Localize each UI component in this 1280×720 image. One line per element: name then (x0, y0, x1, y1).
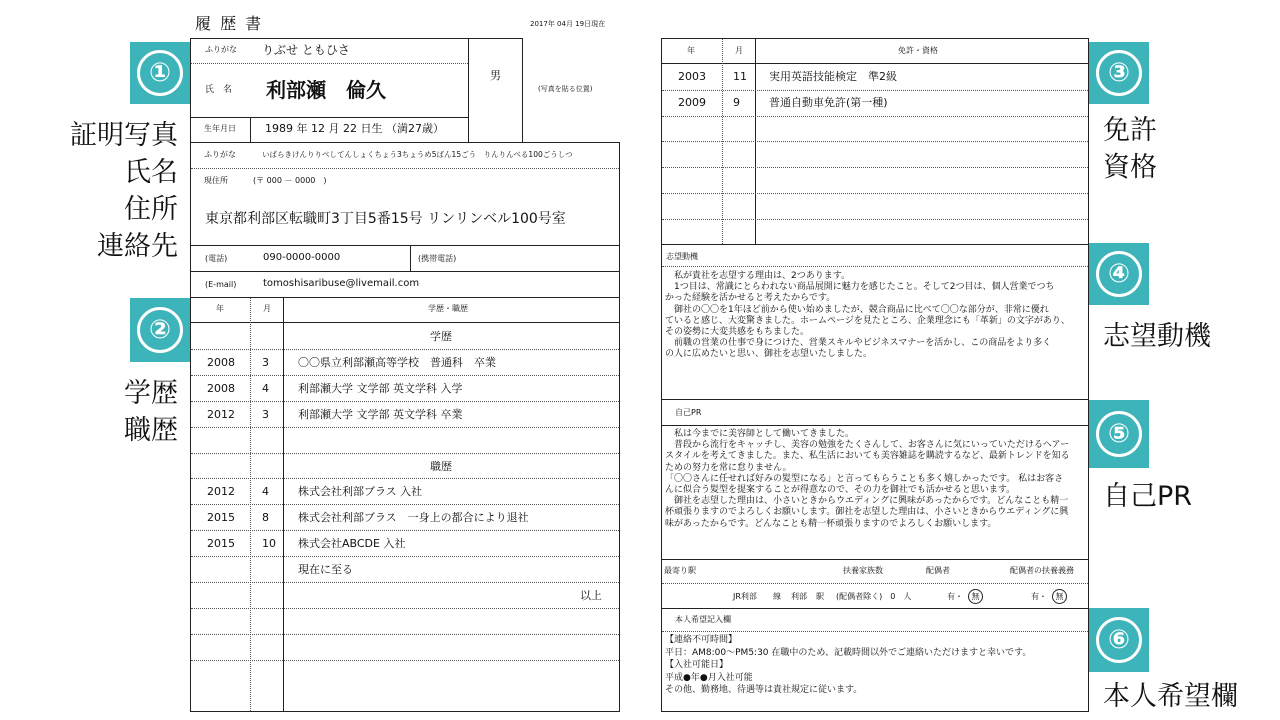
spouse-selected: 無 (968, 589, 983, 604)
row-year: 2015 (207, 511, 235, 525)
text-line: の人に広めたいと思い、御社を志望いたしました。 (665, 349, 873, 360)
history-col-content: 学歴・職歴 (428, 304, 468, 313)
row-divider (191, 660, 619, 661)
badge-6: ⑥ (1089, 608, 1149, 672)
license-content: 実用英語技能検定 準2級 (769, 70, 897, 83)
phone-value: 090-0000-0000 (263, 252, 341, 263)
row-content: 以上 (580, 589, 602, 602)
wish-label: 本人希望記入欄 (675, 615, 731, 624)
text-line: その他、勤務地、待遇等は貴社規定に従います。 (665, 685, 863, 695)
badge-3: ③ (1089, 42, 1149, 104)
text-line: 御社を志望した理由は、小さいときからウエディングに興味があったからです。どんなことも精一 (665, 496, 1069, 507)
text-line: 御社の〇〇を1年ほど前から使い始めましたが、競合商品に比べて〇〇な部分が、非常に優れ (665, 304, 1049, 315)
text-line: 杯頑張りますのでよろしくお願いします。御社を志望した理由は、小さいときからウエディングに興 (665, 507, 1069, 518)
row-year: 2012 (207, 485, 235, 499)
dependents-label: 扶養家族数 (843, 566, 883, 575)
station-name: 利部 (791, 592, 807, 601)
text-line: 平日：AM8:00～PM5:30 在職中のため、記載時間以外でご連絡いただけますと幸いです。 (665, 647, 1032, 658)
address-value: 東京都利部区転職町3丁目5番15号 リンリンベル100号室 (205, 211, 566, 227)
row-divider (662, 193, 1088, 194)
station-label: 最寄り駅 (664, 566, 696, 575)
text-line: かった経験を活かせると考えたからです。 (665, 293, 836, 304)
row-content: 株式会社ABCDE 入社 (298, 537, 406, 551)
birth-label: 生年月日 (204, 124, 236, 133)
text-line: 味があったからです。どんなことも精一杯頑張りますのでよろしくお願いします。 (665, 518, 997, 529)
license-month: 9 (733, 95, 740, 109)
name-value: 利部瀬 倫久 (266, 78, 386, 102)
duty-option: 有・ (1031, 592, 1047, 601)
license-content: 普通自動車免許(第一種) (769, 95, 888, 109)
address-label: 現住所 (204, 176, 228, 185)
row-year: 2015 (207, 537, 235, 551)
spouse-option: 有・ (947, 592, 963, 601)
postal-code: (〒 000 － 0000 ) (253, 176, 327, 185)
side-label-4: 志望動機 (1103, 321, 1211, 352)
row-divider (191, 634, 619, 635)
license-month: 11 (733, 70, 747, 83)
text-line: 私が貴社を志望する理由は、2つあります。 (665, 271, 851, 281)
badge-1: ① (130, 42, 190, 104)
motivation-label: 志望動機 (666, 252, 698, 261)
phone-label: (電話) (205, 254, 228, 263)
history-col-month: 月 (263, 304, 271, 313)
row-divider (191, 349, 619, 350)
pr-text (665, 429, 1070, 530)
wish-text (665, 634, 1031, 697)
line-suffix: 線 (773, 592, 781, 601)
row-divider (662, 141, 1088, 142)
row-divider (191, 401, 619, 402)
row-year: 2012 (207, 407, 235, 421)
text-line: 私は今までに美容師として働いてきました。 (665, 429, 855, 439)
pr-label: 自己PR (675, 408, 702, 417)
side-label-3: 免許 資格 (1103, 115, 1157, 183)
row-year: 2008 (207, 355, 235, 369)
badge-2: ② (130, 298, 190, 362)
dependents-value: (配偶者除く) 0 人 (836, 592, 912, 601)
row-month: 4 (262, 381, 269, 395)
gender-value: 男 (490, 69, 501, 82)
row-divider (191, 478, 619, 479)
badge-5: ⑤ (1089, 400, 1149, 468)
spouse-duty-label: 配偶者の扶養義務 (1010, 566, 1074, 575)
resume-title: 履 歴 書 (195, 14, 264, 33)
license-col-month: 月 (735, 46, 743, 55)
row-divider (191, 556, 619, 557)
row-year: 2008 (207, 381, 235, 395)
row-divider (191, 608, 619, 609)
row-content: 株式会社利部ブラス 入社 (298, 485, 423, 499)
motivation-text (665, 271, 1070, 361)
row-month: 3 (262, 355, 269, 369)
license-year: 2009 (678, 95, 706, 109)
row-divider (662, 167, 1088, 168)
side-label-5: 自己PR (1103, 481, 1193, 512)
row-content: 利部瀬大学 文学部 英文学科 入学 (298, 381, 463, 395)
addr-furigana-label: ふりがな (204, 150, 236, 159)
row-divider (662, 90, 1088, 91)
row-month: 3 (262, 407, 269, 421)
license-col-content: 免許・資格 (898, 46, 938, 55)
row-divider (191, 427, 619, 428)
text-line: 普段から流行をキャッチし、美容の勉強をたくさんして、お客さんに気にいっていただけるヘアー (665, 440, 1070, 451)
history-col-year: 年 (216, 304, 224, 313)
row-divider (191, 504, 619, 505)
row-content: 学歴 (430, 330, 452, 343)
text-line: 【入社可能日】 (665, 660, 729, 670)
mobile-label: (携帯電話) (418, 254, 457, 263)
row-divider (662, 219, 1088, 220)
line-name: JR利部 (733, 592, 757, 601)
row-content: 職歴 (430, 459, 452, 473)
row-content: 利部瀬大学 文学部 英文学科 卒業 (298, 407, 463, 421)
furigana-label: ふりがな (205, 45, 237, 54)
row-divider (191, 582, 619, 583)
license-year: 2003 (678, 70, 706, 83)
license-col-year: 年 (687, 46, 695, 55)
row-divider (191, 375, 619, 376)
text-line: 平成●年●月入社可能 (665, 672, 753, 683)
text-line: ていると感じ、大変驚きました。ホームページを見たところ、企業理念にも「革新」の文字があり、 (665, 315, 1070, 326)
row-content: 現在に至る (298, 563, 353, 577)
side-label-6: 本人希望欄 (1103, 681, 1238, 712)
row-divider (191, 453, 619, 454)
photo-placeholder: (写真を貼る位置) (538, 85, 593, 93)
email-label: (E-mail) (205, 280, 237, 289)
row-content: 株式会社利部ブラス 一身上の都合により退社 (298, 511, 529, 525)
side-label-2: 学歴 職歴 (124, 378, 178, 446)
station-suffix: 駅 (816, 592, 824, 601)
addr-furigana-value: いばらきけんりりべしてんしょくちょう3ちょうめ5ばん15ごう りんりんべる100ごうしつ (262, 150, 573, 159)
text-line: んに似合う髪型を提案することが得意なので、その力を御社でも活かせると思います。 (665, 485, 1016, 496)
row-content: 〇〇県立利部瀬高等学校 普通科 卒業 (298, 355, 496, 369)
furigana-value: りぶせ ともひさ (262, 43, 350, 57)
text-line: 【連絡不可時間】 (665, 635, 738, 645)
badge-4: ④ (1089, 243, 1149, 305)
text-line: スタイルを考えてきました。また、私生活においても美容雑誌を購読するなど、最新トレンドを知る (665, 451, 1070, 462)
row-month: 10 (262, 537, 276, 551)
text-line: 「〇〇さんに任せれば好みの髪型になる」と言ってもらうことも多く嬉しかったです。 私はお客さ (665, 473, 1064, 484)
text-line: 前職の営業の仕事で身につけた、営業スキルやビジネスマナーを活かし、この商品をより多く (665, 338, 1052, 349)
name-label: 氏 名 (205, 85, 233, 95)
text-line: ための努力を常に怠りません。 (665, 462, 792, 473)
duty-selected: 無 (1052, 589, 1067, 604)
text-line: 1つ目は、常識にとらわれない商品展開に魅力を感じたこと。そして2つ目は、個人営業でつち (665, 282, 1055, 293)
email-value: tomoshisaribuse@livemail.com (263, 278, 420, 289)
text-line: その姿勢に大変共感をもちました。 (665, 327, 810, 338)
row-divider (191, 530, 619, 531)
row-month: 8 (262, 511, 269, 525)
row-divider (662, 116, 1088, 117)
row-month: 4 (262, 485, 269, 499)
side-label-1: 証明写真 氏名 住所 連絡先 (70, 120, 178, 262)
birth-value: 1989 年 12 月 22 日生 （満27歳） (265, 122, 444, 135)
resume-date: 2017年 04月 19日現在 (530, 20, 606, 28)
spouse-label: 配偶者 (926, 566, 950, 575)
